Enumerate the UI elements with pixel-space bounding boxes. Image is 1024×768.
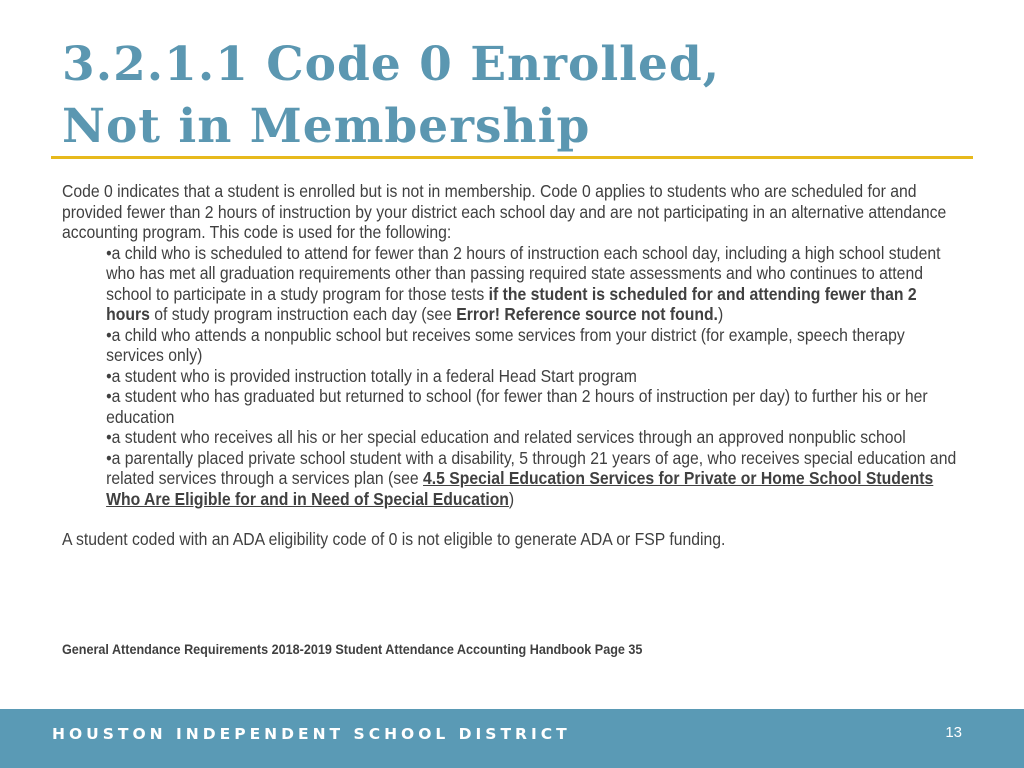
- bullet-item: •a student who has graduated but returned to school (for fewer than 2 hours of instruction per day) to further his or her education: [106, 386, 928, 427]
- closing-paragraph: A student coded with an ADA eligibility code of 0 is not eligible to generate ADA or FSP funding.: [62, 529, 726, 549]
- bullet-item: •a child who attends a nonpublic school but receives some services from your district (for example, speech therapy services only): [106, 324, 905, 365]
- bullet-text: •a parentally placed private school student with a disability, 5 through 21 years of age, who receives special education and related services through a services plan (see: [106, 447, 957, 488]
- slide-title-line-1: 3.2.1.1 Code 0 Enrolled,: [62, 37, 721, 92]
- bullet-text: of study program instruction each day (see: [149, 304, 457, 324]
- bullet-text: •a child who is scheduled to attend for fewer than 2 hours of instruction each school day, including a high school student who has met all graduation requirements other than passing required state assessments and who continues to attend school to participate in a study program for those tests: [106, 242, 941, 304]
- bullet-list: [62, 243, 962, 510]
- title-underline-divider: [51, 156, 973, 159]
- slide-title-line-2: Not in Membership: [62, 99, 591, 154]
- footer-bar: [0, 709, 1024, 768]
- bullet-item: [106, 448, 962, 510]
- bullet-text: ): [508, 488, 515, 509]
- bullet-item: •a student who is provided instruction totally in a federal Head Start program: [106, 365, 637, 386]
- bullet-bold-text: if the student is scheduled for and attending fewer than 2 hours: [106, 283, 917, 324]
- source-citation: General Attendance Requirements 2018-2019 Student Attendance Accounting Handbook Page 35: [62, 641, 643, 657]
- reference-error-text: Error! Reference source not found.: [456, 304, 718, 324]
- slide-title: [62, 34, 962, 158]
- page-number: 13: [945, 724, 962, 741]
- special-education-section-link[interactable]: 4.5 Special Education Services for Private or Home School Students Who Are Eligible for and in Need of Special Education: [106, 468, 934, 509]
- bullet-text: ): [717, 304, 724, 324]
- paragraph-spacer: [62, 509, 962, 529]
- slide-body: [62, 181, 962, 550]
- bullet-item: [106, 243, 962, 325]
- intro-paragraph: Code 0 indicates that a student is enrolled but is not in membership. Code 0 applies to students who are scheduled for and provided fewer than 2 hours of instruction by your district each school day and are not participating in an alternative attendance accounting program. This code is used for the following:: [62, 181, 947, 242]
- organization-name: HOUSTON INDEPENDENT SCHOOL DISTRICT: [52, 725, 571, 743]
- bullet-item: •a student who receives all his or her special education and related services through an approved nonpublic school: [106, 427, 906, 447]
